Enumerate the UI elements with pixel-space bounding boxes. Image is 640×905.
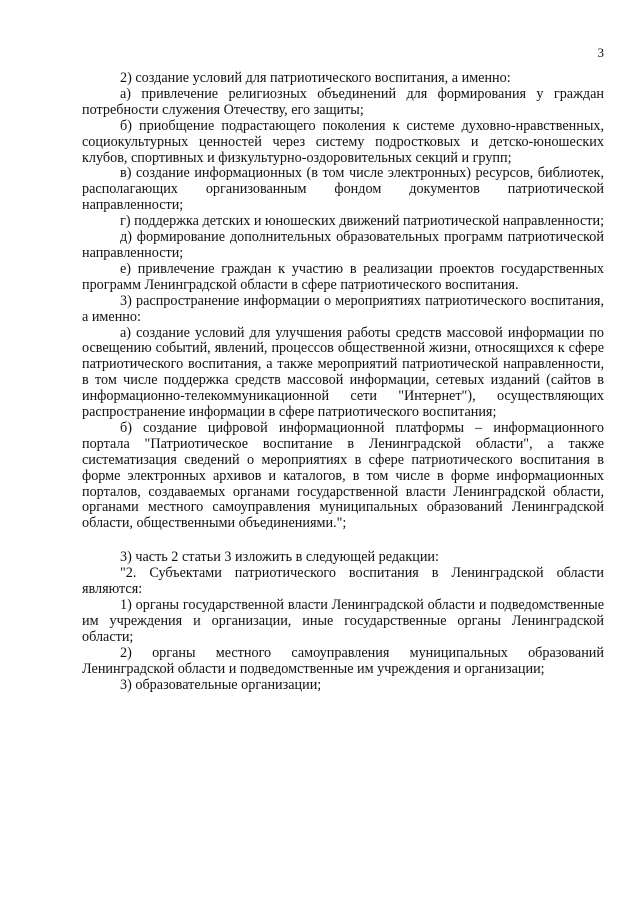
paragraph: "2. Субъектами патриотического воспитания в Ленинградской области являются: [82,565,604,598]
paragraph: а) создание условий для улучшения работы средств массовой информации по освещению событий, явлений, процессов общественной жизни, относящихся к сфере патриотического воспитания, а также мероприятий патриотической направленности, в том числе поддержка средств массовой информации, сетевых изданий (сайтов в информационно-телекоммуникационной сети "Интернет"), осуществляющих распространение информации в сфере патриотического воспитания; [82,324,604,421]
paragraph: 1) органы государственной власти Ленинградской области и подведомственные им учреждения и организации, иные государственные органы Ленинградской области; [82,597,604,645]
paragraph: е) привлечение граждан к участию в реализации проектов государственных программ Ленинградской области в сфере патриотического воспитания. [82,260,604,293]
paragraph: в) создание информационных (в том числе электронных) ресурсов, библиотек, располагающих организованным фондом документов патриотической направленности; [82,165,604,214]
page-number: 3 [597,45,604,60]
paragraph: 3) часть 2 статьи 3 изложить в следующей редакции: [120,549,439,566]
paragraph: 3) распространение информации о мероприятиях патриотического воспитания, а именно: [82,292,604,325]
paragraph: г) поддержка детских и юношеских движений патриотической направленности; [120,213,605,230]
paragraph: а) привлечение религиозных объединений для формирования у граждан потребности служения Отечеству, его защиты; [82,85,604,118]
paragraph: б) создание цифровой информационной платформы – информационного портала "Патриотическое воспитание в Ленинградской области", а также систематизация сведений о мероприятиях в сфере патриотического воспитания в форме электронных архивов и каталогов, в том числе в форме информационных порталов, создаваемых органами государственной власти Ленинградской области, органами местного самоуправления муниципальных образований Ленинградской области, общественными объединениями."; [82,419,604,532]
paragraph: 3) образовательные организации; [120,676,322,693]
paragraph: 2) органы местного самоуправления муниципальных образований Ленинградской области и подведомственные им учреждения и организации; [82,644,604,677]
document-body [82,71,604,693]
paragraph: 2) создание условий для патриотического воспитания, а именно: [120,70,511,86]
paragraph: б) приобщение подрастающего поколения к системе духовно-нравственных, социокультурных ценностей через систему подростковых и детско-юношеских клубов, спортивных и физкультурно-оздоровительных секций и групп; [82,117,604,166]
paragraph: д) формирование дополнительных образовательных программ патриотической направленности; [82,229,604,261]
